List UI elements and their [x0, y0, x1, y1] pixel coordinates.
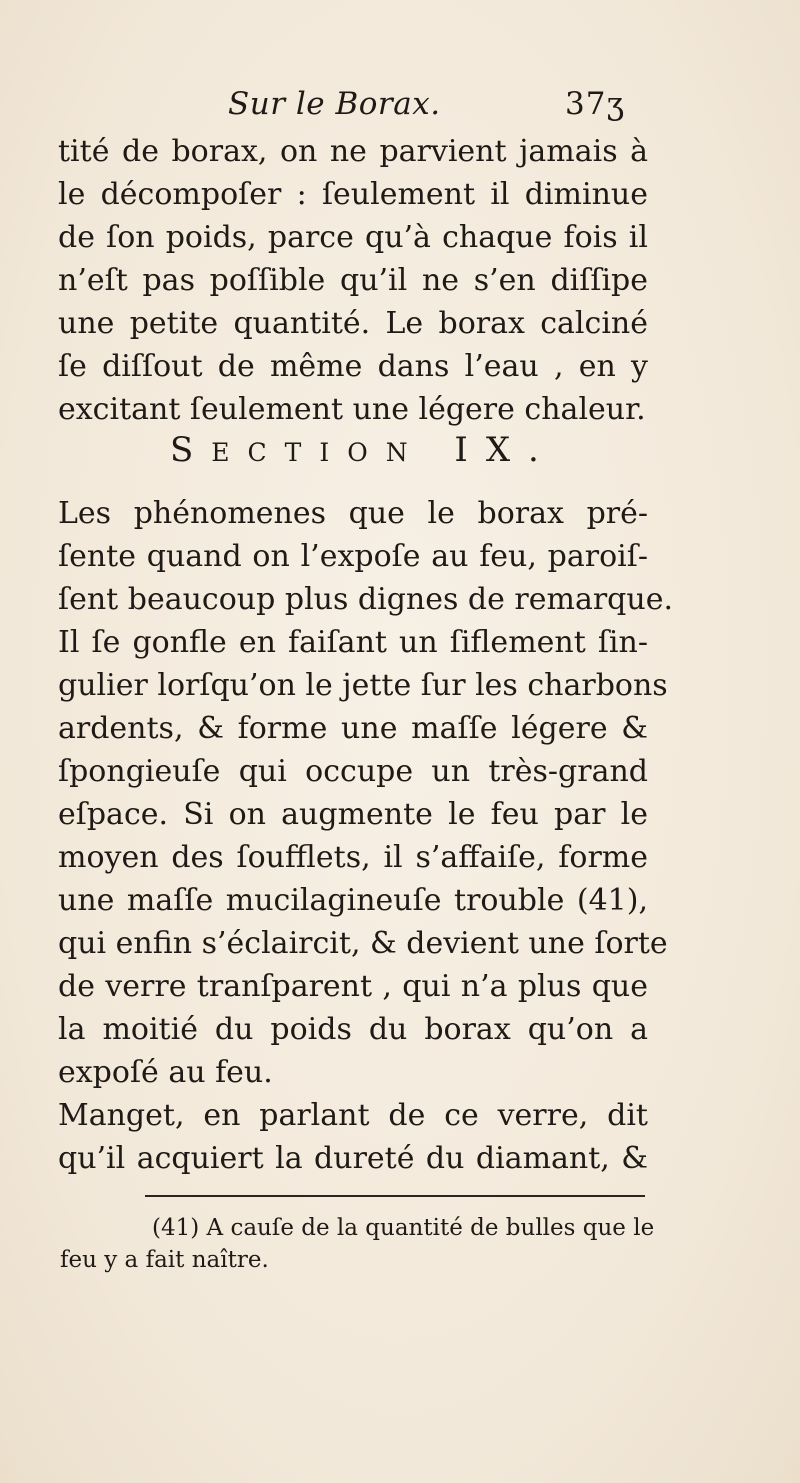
text-line: ſe diſſout de même dans l’eau , en y [58, 349, 648, 384]
text-line: une maſſe mucilagineuſe trouble (41), [58, 883, 648, 918]
running-title: Sur le Borax. [228, 86, 441, 122]
page-number: 37ʒ [565, 86, 625, 122]
text-line: qu’il acquiert la dureté du diamant, & [58, 1141, 648, 1176]
text-line: moyen des ſoufflets, il s’affaiſe, forme [58, 840, 648, 875]
text-line: Il ſe gonfle en faiſant un ſiflement ſin- [58, 625, 648, 660]
text-line: qui enfin s’éclaircit, & devient une ſorte [58, 926, 668, 961]
text-line: eſpace. Si on augmente le feu par le [58, 797, 648, 832]
section-heading [170, 430, 557, 470]
footnote-line: feu y a fait naître. [60, 1247, 269, 1273]
text-line: ſpongieuſe qui occupe un très-grand [58, 754, 648, 789]
text-line: ardents, & forme une maſſe légere & [58, 711, 648, 746]
section-heading-number: IX. [454, 430, 557, 470]
text-line: de ſon poids, parce qu’à chaque fois il [58, 220, 648, 255]
text-line: la moitié du poids du borax qu’on a [58, 1012, 648, 1047]
text-line: une petite quantité. Le borax calciné [58, 306, 648, 341]
text-line: ſente quand on l’expoſe au feu, paroiſ- [58, 539, 648, 574]
text-line: Les phénomenes que le borax pré- [58, 496, 648, 531]
page-header [0, 78, 800, 128]
text-line: expoſé au feu. [58, 1055, 273, 1090]
section-heading-word: ECTION [211, 438, 426, 467]
footnote [60, 1212, 655, 1276]
text-line: gulier lorſqu’on le jette ſur les charbons [58, 668, 668, 703]
footnote-line: (41) A cauſe de la quantité de bulles que le [152, 1215, 655, 1241]
paragraph-two [58, 492, 673, 1180]
text-line: de verre tranſparent , qui n’a plus que [58, 969, 648, 1004]
text-line: le décompoſer : ſeulement il diminue [58, 177, 648, 212]
paragraph-one [58, 130, 648, 431]
section-heading-initial: S [170, 430, 212, 470]
footnote-rule [145, 1195, 645, 1197]
text-line: excitant ſeulement une légere chaleur. [58, 392, 646, 427]
text-line: Manget, en parlant de ce verre, dit [58, 1098, 648, 1133]
text-line: tité de borax, on ne parvient jamais à [58, 134, 648, 169]
text-line: ſent beaucoup plus dignes de remarque. [58, 582, 673, 617]
text-line: n’eſt pas poſſible qu’il ne s’en diſſipe [58, 263, 648, 298]
